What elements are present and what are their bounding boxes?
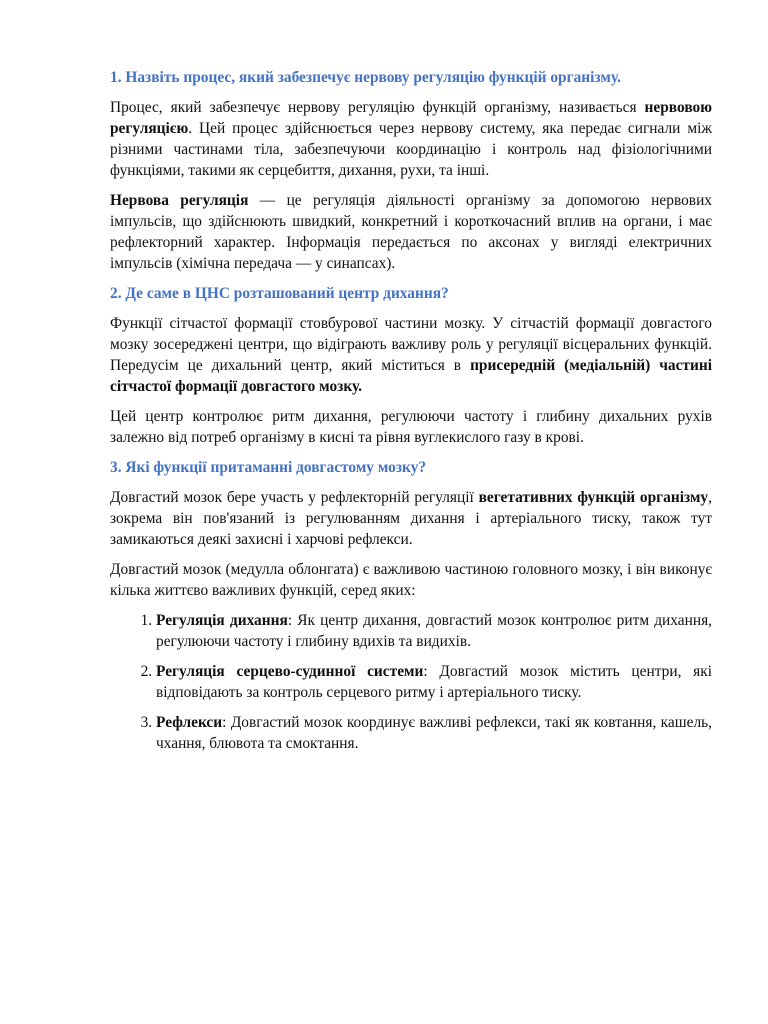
q1-p2-bold: Нервова регуляція — [110, 192, 249, 209]
q3-p1-text-c: , зокрема він пов'язаний із регулюванням дихання і артеріального тиску, також тут замикаються деякі захисні і харчові рефлекси. — [110, 489, 712, 548]
list-item-bold: Регуляція дихання — [156, 612, 288, 629]
q3-paragraph-1 — [110, 487, 712, 550]
q3-p1-text-a: Довгастий мозок бере участь у рефлекторній регуляції — [110, 489, 479, 506]
q2-paragraph-2: Цей центр контролює ритм дихання, регулюючи частоту і глибину дихальних рухів залежно від потреб організму в кисні та рівня вуглекислого газу в крові. — [110, 408, 712, 446]
q2-p1-bold: присередній (медіальній) частині сітчастої формації довгастого мозку. — [110, 357, 712, 395]
functions-list — [110, 610, 712, 754]
list-item-bold: Рефлекси — [156, 714, 223, 731]
list-item — [156, 661, 712, 703]
list-item — [156, 610, 712, 652]
list-item — [156, 712, 712, 754]
list-item-bold: Регуляція серцево-судинної системи — [156, 663, 424, 680]
q1-paragraph-2 — [110, 190, 712, 274]
question-1-heading: 1. Назвіть процес, який забезпечує нервову регуляцію функцій організму. — [110, 69, 621, 86]
q1-p1-text-a: Процес, який забезпечує нервову регуляцію функцій організму, називається — [110, 99, 645, 116]
list-item-text: : Як центр дихання, довгастий мозок контролює ритм дихання, регулюючи частоту і глибину вдихів та видихів. — [156, 612, 713, 650]
q1-p1-bold: нервовою регуляцією — [110, 99, 712, 137]
question-2-heading: 2. Де саме в ЦНС розташований центр дихання? — [110, 285, 449, 302]
document-content — [110, 67, 712, 754]
q2-paragraph-1 — [110, 313, 712, 397]
list-item-text: : Довгастий мозок координує важливі рефлекси, такі як ковтання, кашель, чхання, блювота та смоктання. — [156, 714, 712, 752]
q3-paragraph-2: Довгастий мозок (медулла облонгата) є важливою частиною головного мозку, і він виконує кілька життєво важливих функцій, серед яких: — [110, 561, 712, 599]
list-item-text: : Довгастий мозок містить центри, які відповідають за контроль серцевого ритму і артеріального тиску. — [156, 663, 712, 701]
q3-p1-bold: вегетативних функцій організму — [478, 489, 709, 506]
question-3-heading: 3. Які функції притаманні довгастому мозку? — [110, 459, 427, 476]
q2-p1-text-a: Функції сітчастої формації стовбурової частини мозку. У сітчастій формації довгастого мозку зосереджені центри, що відіграють важливу роль у регуляції вісцеральних функцій. Передусім це дихальний центр, який міститься в — [110, 315, 712, 374]
q1-paragraph-1 — [110, 97, 712, 181]
q1-p2-text: — це регуляція діяльності організму за допомогою нервових імпульсів, що здійснюють швидкий, конкретний і короткочасний вплив на органи, і має рефлекторний характер. Інформація передається по аксонах у вигляді електричних імпульсів (хімічна передача — у синапсах). — [110, 192, 712, 272]
q1-p1-text-c: . Цей процес здійснюється через нервову систему, яка передає сигнали між різними частинами тіла, забезпечуючи координацію і контроль над фізіологічними функціями, такими як серцебиття, дихання, рухи, та інші. — [110, 120, 712, 179]
